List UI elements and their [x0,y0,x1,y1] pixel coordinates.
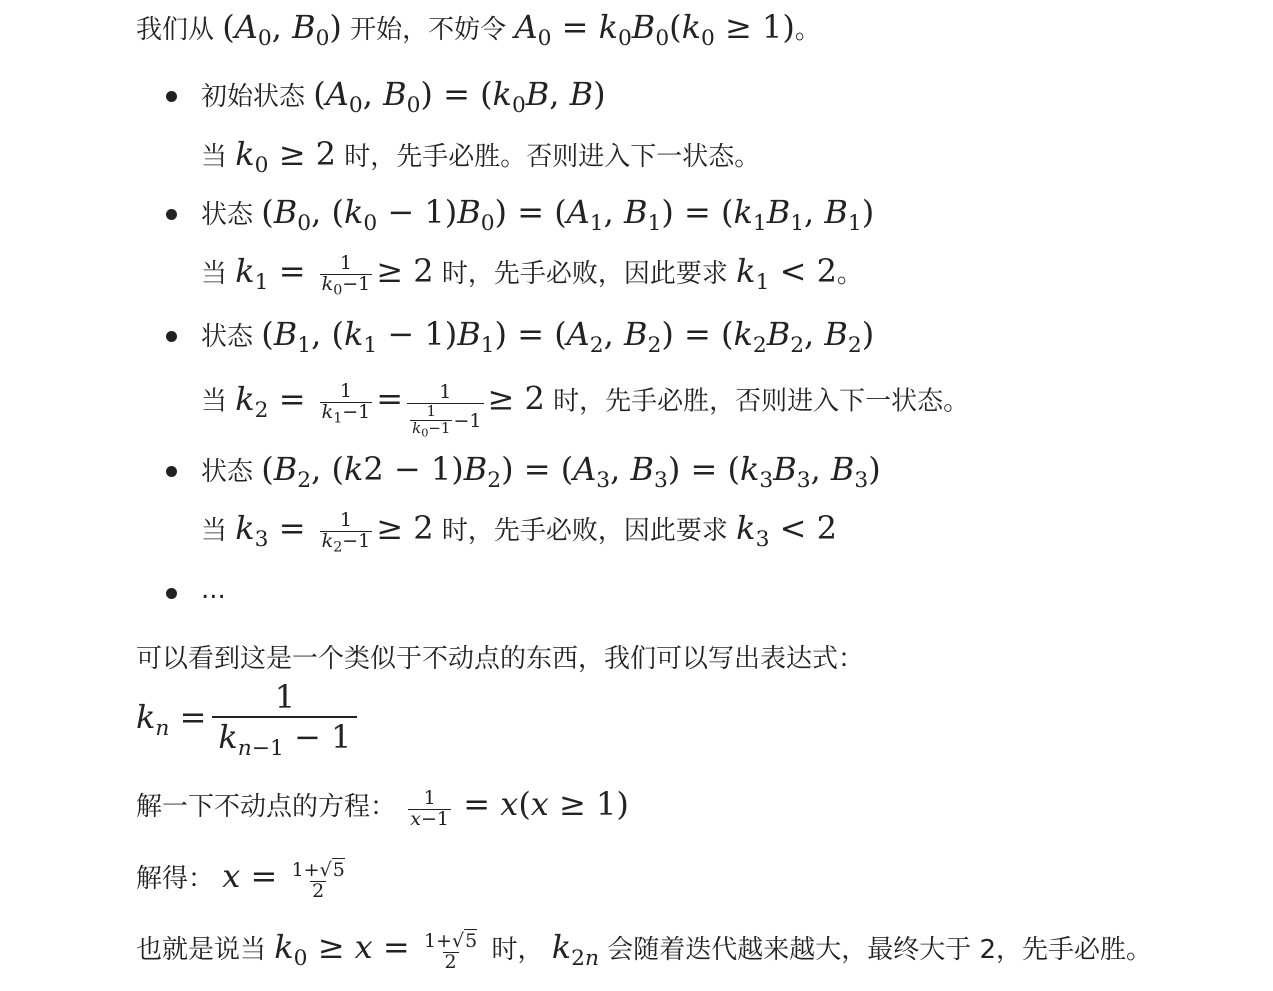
list-item-state [201,315,874,359]
bullet-dot [166,466,177,477]
inner-fraction: $\frac{1}{k_0-1}$ [412,401,451,440]
list-item-condition [201,509,837,554]
equation-label: 解一下不动点的方程： [136,792,397,822]
bullet-dot [166,331,177,342]
fraction: $\frac{1+√5}{2}$ [423,930,478,973]
item-state-math: ($B_2$, $(k2 - 1)B_2) = (A_3$, $B_3) = (k_3B_3$, $B_3$) [261,450,881,493]
conclusion-math: $k_0 \ge x$ = [274,928,410,971]
item-prefix: 状态 [201,200,254,230]
formula-lhs: $k_n$ = [136,698,207,742]
end-text: 。 [836,259,863,289]
intro-math-1: ($A_0$, $B_0$) [222,8,342,51]
item-state-math: ($A_0$, $B_0) = (k_0B$, B) [313,75,606,118]
fraction: $\frac{1}{k_1-1}$ [321,379,371,427]
bullet-dot [166,588,177,599]
solution-label: 解得： [136,864,215,894]
list-item-state [201,450,881,494]
result-text: 时，先手必败，因此要求 [441,516,728,546]
equals-sign: = [376,379,404,418]
fraction: $\frac{1}{x-1}$ [410,787,450,830]
condition-math-tail: ≥ 2 [487,379,545,418]
display-formula [136,678,363,762]
when-text: 当 [201,516,228,546]
equation-rhs: = x(x ≥ 1) [463,785,629,823]
conclusion-text-1: 也就是说当 [136,935,267,965]
requirement-math: $k_3 < 2$ [736,509,837,552]
fraction: $\frac{1}{k_2-1}$ [321,509,371,556]
result-text: 时，先手必胜。否则进入下一状态。 [344,142,761,172]
formula-fraction: $\frac{1}{k_{n-1} - 1}$ [212,678,357,762]
list-item-state [201,75,606,119]
when-text: 当 [201,142,228,172]
intro-text-2: 开始，不妨令 [350,15,507,45]
condition-math: $k_3$ = [235,509,316,552]
condition-math: $k_0 \ge 2$ [235,135,337,178]
list-item-state [201,193,874,237]
conclusion-text-2: 时， [491,935,544,965]
item-prefix: 状态 [201,457,254,487]
result-text: 时，先手必胜，否则进入下一状态。 [553,386,970,417]
condition-math-tail: ≥ 2 [376,509,434,547]
conclusion-var: $k_{2n}$ [551,928,599,971]
list-item-ellipsis: ... [201,575,226,605]
when-text: 当 [201,259,228,289]
requirement-math: $k_1 < 2$ [736,252,837,295]
result-text: 时，先手必败，因此要求 [441,259,728,289]
nested-fraction: 1 $\frac{1}{k_0-1}$ −1 [407,383,483,439]
item-prefix: 状态 [201,322,254,352]
item-state-math: ($B_1$, $(k_1 - 1)B_1) = (A_2$, $B_2) = (k_2B_2$, $B_2$) [261,315,875,358]
item-state-math: ($B_0$, $(k_0 - 1)B_0) = (A_1$, $B_1) = (k_1B_1$, $B_1$) [261,193,875,236]
fraction: $\frac{1}{k_0-1}$ [321,252,371,299]
list-item-condition [201,252,863,297]
list-item-condition [201,135,760,179]
fraction: $\frac{1+√5}{2}$ [291,859,345,902]
intro-math-2: $A_0 = k_0B_0(k_0 \ge 1)$ [514,8,795,51]
condition-math-tail: ≥ 2 [376,252,434,290]
bullet-dot [166,91,177,102]
paragraph-solution [136,857,351,900]
solution-lhs: x = [222,857,278,895]
intro-line [136,8,821,52]
condition-math: $k_1$ = [235,252,316,295]
conclusion-text-3: 会随着迭代越来越大，最终大于 2，先手必胜。 [607,935,1153,965]
bullet-dot [166,209,177,220]
paragraph-fixed-point: 可以看到这是一个类似于不动点的东西，我们可以写出表达式： [136,644,865,674]
intro-text-1: 我们从 [136,15,215,45]
list-item-condition [201,374,970,440]
paragraph-conclusion [136,928,1152,972]
item-prefix: 初始状态 [201,82,306,112]
paragraph-equation [136,785,629,828]
when-text: 当 [201,386,228,417]
intro-text-3: 。 [794,15,821,45]
condition-math: $k_2$ = [235,379,316,423]
